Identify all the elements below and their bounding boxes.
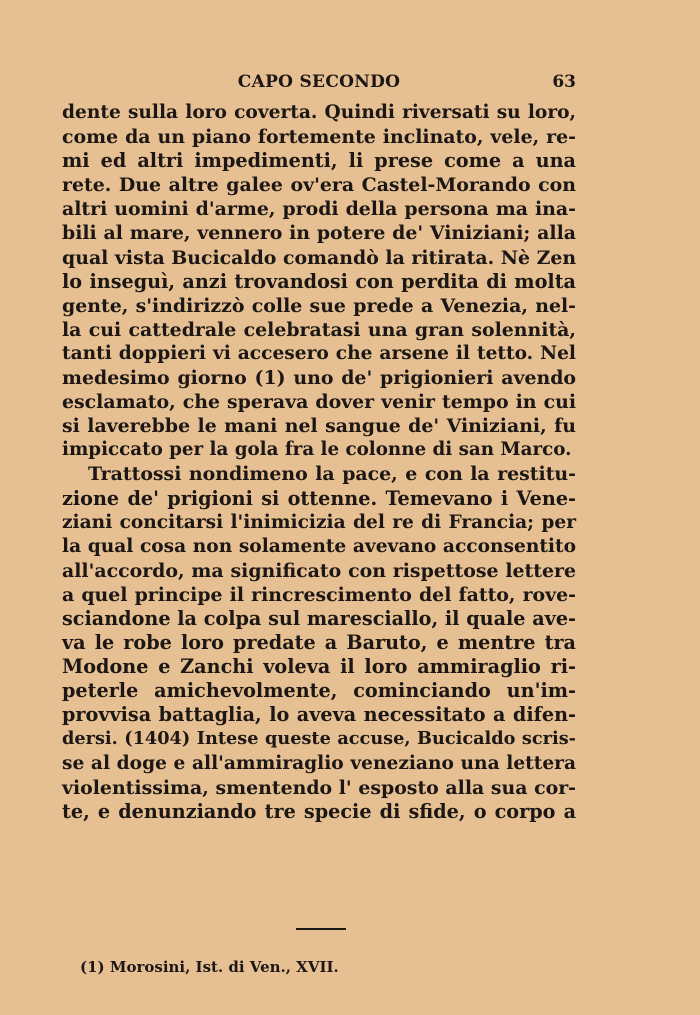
- text-line: all'accordo, ma significato con rispettose lettere: [62, 559, 576, 582]
- text-line: dente sulla loro coverta. Quindi riversati su loro,: [62, 102, 576, 123]
- text-line: medesimo giorno (1) uno de' prigionieri avendo: [62, 367, 576, 390]
- page-header: [62, 72, 576, 100]
- text-line: sciandone la colpa sul maresciallo, il quale ave-: [62, 606, 576, 630]
- text-line: qual vista Bucicaldo comandò la ritirata. Nè Zen: [62, 246, 577, 269]
- text-line: la qual cosa non solamente avevano acconsentito: [62, 535, 576, 557]
- footnote: (1) Morosini, Ist. di Ven., XVII.: [80, 958, 339, 976]
- text-line: tanti doppieri vi accesero che arsene il tetto. Nel: [62, 342, 576, 364]
- text-line: la cui cattedrale celebratasi una gran solennità,: [62, 318, 576, 341]
- text-line: se al doge e all'ammiraglio veneziano una lettera: [62, 752, 576, 774]
- text-line: impiccato per la gola fra le colonne di san Marco.: [62, 439, 572, 461]
- text-line: a quel principe il rincrescimento del fatto, rove-: [62, 583, 576, 606]
- text-line: peterle amichevolmente, cominciando un'im-: [62, 679, 576, 703]
- text-line: altri uomini d'arme, prodi della persona ma ina-: [62, 198, 576, 221]
- body-text: [62, 101, 576, 824]
- text-line: ziani concitarsi l'inimicizia del re di Francia; per: [62, 511, 576, 533]
- text-line: zione de' prigioni si ottenne. Temevano i Vene-: [62, 486, 576, 510]
- text-line: te, e denunziando tre specie di sfide, o corpo a: [62, 799, 576, 823]
- text-line: gente, s'indirizzò colle sue prede a Venezia, nel-: [62, 294, 576, 317]
- text-line: dersi. (1404) Intese queste accuse, Bucicaldo scris-: [62, 728, 576, 750]
- text-line: come da un piano fortemente inclinato, vele, re-: [62, 126, 576, 149]
- text-line: si laverebbe le mani nel sangue de' Viniziani, fu: [62, 415, 576, 438]
- footnote-separator: [296, 928, 346, 930]
- text-line: violentissima, smentendo l' esposto alla sua cor-: [62, 776, 576, 799]
- text-line: esclamato, che sperava dover venir tempo in cui: [62, 391, 576, 414]
- text-line: va le robe loro predate a Baruto, e mentre tra: [62, 631, 576, 655]
- text-line: mi ed altri impedimenti, li prese come a una: [62, 149, 576, 173]
- text-line: provvisa battaglia, lo aveva necessitato a difen-: [62, 703, 576, 727]
- text-line: Modone e Zanchi voleva il loro ammiraglio ri-: [62, 655, 576, 679]
- text-line: lo inseguì, anzi trovandosi con perdita di molta: [62, 269, 576, 293]
- text-line: rete. Due altre galee ov'era Castel-Morando con: [62, 174, 576, 197]
- text-line: bili al mare, vennero in potere de' Viniziani; alla: [62, 222, 576, 245]
- page-number: 63: [552, 72, 576, 92]
- text-line: Trattossi nondimeno la pace, e con la restitu-: [88, 463, 576, 486]
- running-title: CAPO SECONDO: [237, 72, 401, 92]
